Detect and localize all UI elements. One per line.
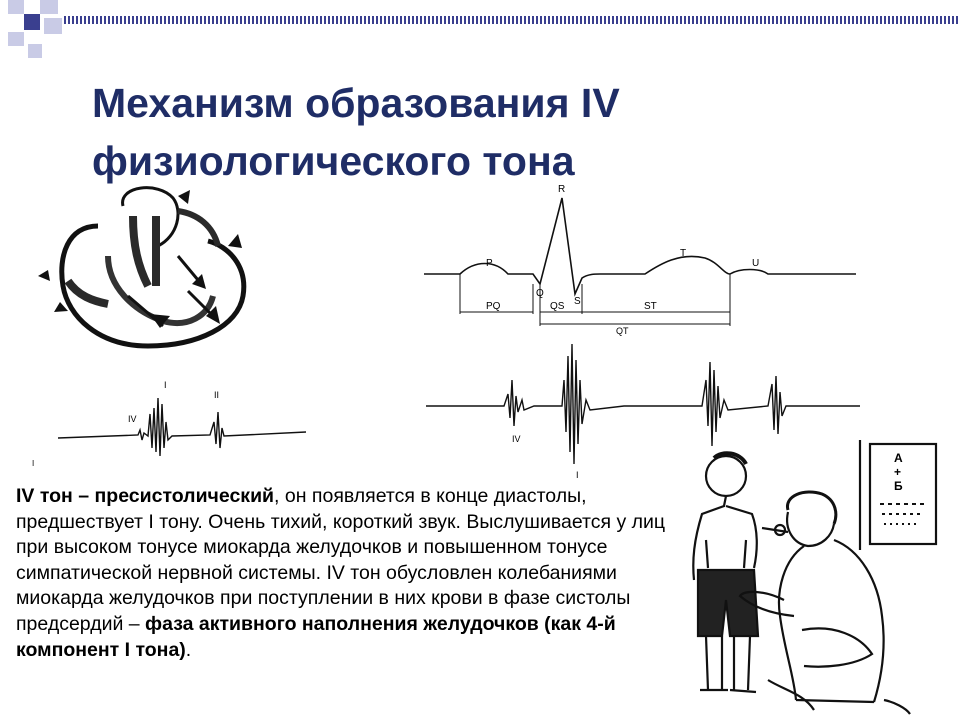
eye-chart-letter-a: А (894, 451, 903, 465)
title-line-1: Механизм образования IV (92, 80, 620, 126)
ecg-diagram (420, 184, 860, 340)
corner-square-4 (44, 18, 62, 34)
pcg-right-label-i: I (576, 470, 579, 480)
corner-square-2 (40, 0, 58, 14)
ecg-label-qs: QS (550, 301, 565, 312)
pcg-left (30, 378, 310, 470)
pcg-left-label-small-i: I (32, 459, 35, 468)
ecg-label-p: P (486, 258, 493, 269)
ecg-interval-lines (460, 274, 730, 326)
pcg-left-label-ii: II (214, 390, 220, 400)
ecg-label-t: T (680, 248, 687, 259)
pcg-left-label-i: I (164, 380, 167, 390)
page-title (92, 74, 732, 190)
eye-chart-letter-b: Б (894, 479, 903, 493)
ecg-label-r: R (558, 184, 566, 195)
heart-diagram-icon (38, 186, 258, 352)
corner-square-6 (28, 44, 42, 58)
ecg-label-qt: QT (616, 326, 629, 336)
body-lead-bold: IV тон – пресистолический (16, 485, 275, 507)
ecg-label-u: U (752, 258, 760, 269)
corner-square-5 (8, 32, 24, 46)
ecg-label-s: S (574, 296, 581, 307)
pcg-left-trace (58, 398, 306, 456)
pcg-left-label-iv: IV (128, 414, 137, 424)
eye-chart-letter-plus: + (894, 465, 902, 479)
body-paragraph (16, 484, 666, 663)
top-dashed-bar (64, 16, 960, 24)
ecg-trace (424, 198, 856, 294)
ecg-label-st: ST (644, 301, 657, 312)
body-end-period: . (185, 638, 192, 661)
body-tail-bold: фаза активного наполнения желудочков (как 4-й компонент I тона) (16, 612, 616, 661)
pcg-right-label-iv: IV (512, 434, 521, 444)
corner-square-3 (24, 14, 40, 30)
ecg-label-q: Q (536, 288, 544, 299)
ecg-label-pq: PQ (486, 301, 501, 312)
eye-chart-frame (870, 444, 936, 544)
body-main-text: , он появляется в конце диастолы, предшествует I тону. Очень тихий, короткий звук. Выслушивается у лиц при высоком тонусе миокарда желудочков и повышенном тонусе симпатической нервной системы. IV тон обусловлен колебаниями миокарда желудочков при поступлении в них крови в фазе систолы предсердий – (16, 485, 666, 635)
corner-square-1 (8, 0, 24, 14)
doctor-auscultation-icon (684, 440, 954, 716)
title-line-2: физиологического тона (92, 138, 575, 184)
